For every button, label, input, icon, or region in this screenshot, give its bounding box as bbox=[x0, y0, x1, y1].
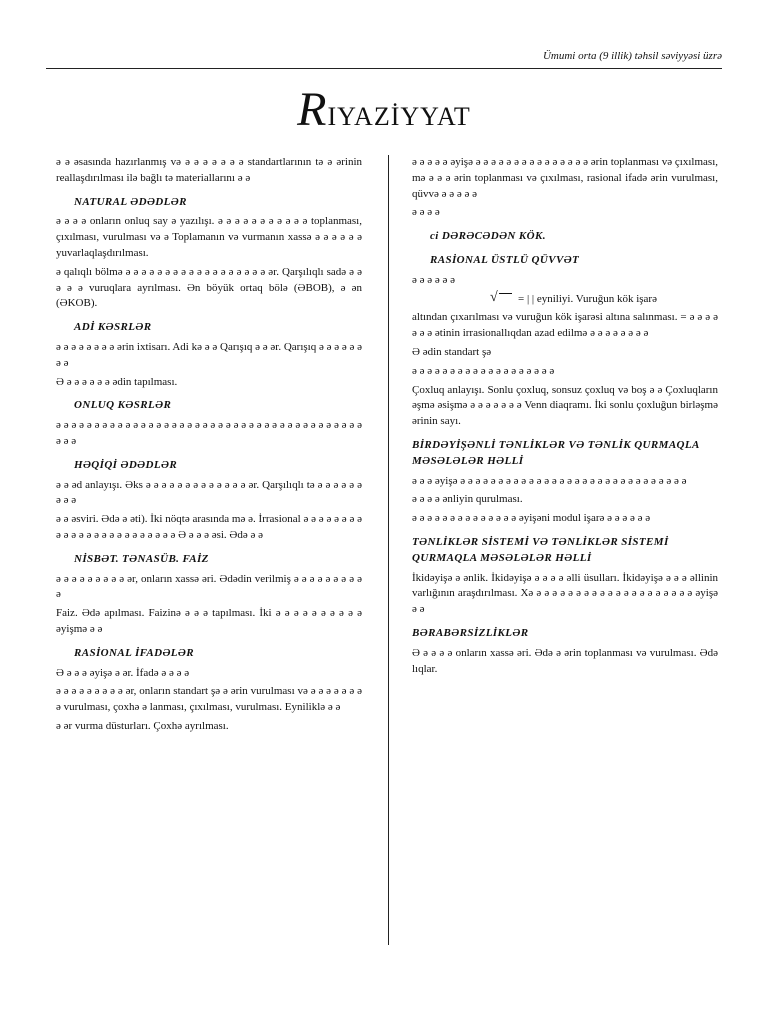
section-heading-birdeyisenli: BİRDƏYİŞƏNLİ TƏNLİKLƏR VƏ TƏNLİK QURMAQLA MƏSƏLƏLƏR HƏLLİ bbox=[412, 438, 700, 467]
section-heading-rasional: RASİONAL İFADƏLƏR bbox=[74, 646, 194, 659]
section-heading-sistem: TƏNLİKLƏR SİSTEMİ VƏ TƏNLİKLƏR SİSTEMİ QURMAQLA MƏSƏLƏLƏR HƏLLİ bbox=[412, 535, 669, 564]
paragraph: Çoxluq anlayışı. Sonlu çoxluq, sonsuz çoxluq və boş ə ə Çoxluqların əşmə əsişmə ə ə ə ə ə ə ə Venn diaqramı. İki sonlu çoxluğun birləşmə ərinin sayı. bbox=[412, 383, 718, 428]
paragraph: ə ər vurma düsturları. Çoxhə ayrılması. bbox=[56, 719, 229, 732]
paragraph: ə ə ə ə ə ə ə ə ə ər, onların xassə əri. Ədədin verilmiş ə ə ə ə ə ə ə ə ə ə bbox=[56, 572, 362, 601]
paragraph: ə ə ə əyişə ə ə ə ə ə ə ə ə ə ə ə ə ə ə ə ə ə ə ə ə ə ə ə ə ə ə ə ə ə ə bbox=[412, 474, 687, 487]
section-heading-natural: NATURAL ƏDƏDLƏR bbox=[74, 195, 187, 208]
section-heading-qüvvet: RASİONAL ÜSTLÜ QÜVVƏT bbox=[430, 253, 580, 266]
right-column bbox=[412, 155, 718, 680]
square-root-icon bbox=[490, 292, 512, 306]
paragraph: ə ə ə ə ə ə ə ə ə ə ə ə ə ə ə ə ə ə ə ə ə ə ə ə ə ə ə ə ə ə ə ə ə ə ə ə ə ə ə ə ə ə ə bbox=[56, 419, 362, 447]
paragraph: İkidəyişə ə ənlik. İkidəyişə ə ə ə ə əlli üsulları. İkidəyişə ə ə ə əllinin varlığının araşdırılması. Xə ə ə ə ə ə ə ə ə ə ə ə ə ə ə ə ə ə ə ə ə əyişə ə ə bbox=[412, 571, 718, 616]
section-heading-nisbet: NİSBƏT. TƏNASÜB. FAİZ bbox=[74, 552, 209, 565]
section-heading-heqiqi: HƏQİQİ ƏDƏDLƏR bbox=[74, 458, 178, 471]
section-heading-beraberdsizlik: BƏRABƏRSİZLİKLƏR bbox=[412, 626, 529, 639]
paragraph: ə ə ə ə ənliyin qurulması. bbox=[412, 493, 523, 506]
root-identity-text: = | | eyniliyi. Vuruğun kök işarə bbox=[518, 292, 657, 305]
left-column bbox=[56, 155, 362, 738]
header-divider bbox=[46, 68, 722, 69]
paragraph: ə ə ə ə ə ə ə ə ə ə ə ə ə ə ə ə ə ə ə bbox=[412, 364, 555, 377]
root-identity-line bbox=[412, 292, 718, 308]
intro-paragraph: ə ə əsasında hazırlanmış və ə ə ə ə ə ə ə standartlarının tə ə ərinin reallaşdırılması ilə bağlı tə materiallarını ə ə bbox=[56, 156, 362, 184]
section-heading-kok: ci DƏRƏCƏDƏN KÖK. bbox=[430, 230, 546, 243]
paragraph: Ə ə ə ə ə onların xassə əri. Ədə ə ərin toplanması və vurulması. Ədə lıqlar. bbox=[412, 646, 718, 675]
section-heading-onluq: ONLUQ KƏSRLƏR bbox=[74, 399, 172, 412]
title-rest: IYAZİYYAT bbox=[327, 102, 471, 131]
column-divider bbox=[388, 155, 389, 945]
paragraph: Ə ə ə ə ə ə ə ədin tapılması. bbox=[56, 375, 178, 388]
paragraph: ə qalıqlı bölmə ə ə ə ə ə ə ə ə ə ə ə ə ə ə ə ə ə ə ər. Qarşılıqlı sadə ə ə ə ə ə vuruqlara ayrılması. Ən böyük ortaq bölə (ƏBOB), ə ən (ƏKOB). bbox=[56, 265, 362, 310]
document-header-subtitle: Ümumi orta (9 illik) təhsil səviyyəsi üzrə bbox=[542, 50, 722, 62]
title-initial: R bbox=[297, 83, 328, 136]
paragraph: altından çıxarılması və vuruğun kök işarəsi altına salınması. = ə ə ə ə ə ə ə ətinin irrasionallıqdan azad edilmə ə ə ə ə ə ə ə ə bbox=[412, 311, 718, 340]
paragraph: ə ə ə ə ə ə ə ə ə ə ə ə ə ə əyişəni modul işarə ə ə ə ə ə ə bbox=[412, 512, 651, 525]
paragraph: Ə ədin standart şə bbox=[412, 345, 492, 358]
paragraph: ə ə ə ə ə əyişə ə ə ə ə ə ə ə ə ə ə ə ə ə ə ə ərin toplanması və çıxılması, mə ə ə ə ərin toplanması və çıxılması, rasional ifadə ərin vurulması, qüvvə ə ə ə ə ə bbox=[412, 156, 718, 200]
paragraph: ə ə ə ə bbox=[412, 206, 440, 219]
paragraph: ə ə ə ə onların onluq say ə yazılışı. ə ə ə ə ə ə ə ə ə ə ə toplanması, çıxılması, vurulması və ə Toplamanın və vurmanın xassə ə ə ə ə ə ə yuvarlaqlaşdırılması. bbox=[56, 215, 362, 259]
paragraph: ə ə əd anlayışı. Əks ə ə ə ə ə ə ə ə ə ə ə ə ə ər. Qarşılıqlı tə ə ə ə ə ə ə ə ə ə bbox=[56, 478, 362, 507]
paragraph: ə ə əsviri. Ədə ə əti). İki nöqtə arasında mə ə. İrrasional ə ə ə ə ə ə ə ə ə ə ə ə ə ə ə ə ə ə ə ə ə ə ə ə Ə ə ə ə əsi. Ədə ə ə bbox=[56, 513, 362, 541]
paragraph: Faiz. Ədə apılması. Faizinə ə ə ə tapılması. İki ə ə ə ə ə ə ə ə ə ə əyişmə ə ə bbox=[56, 607, 362, 635]
paragraph: ə ə ə ə ə ə bbox=[412, 273, 456, 286]
paragraph: Ə ə ə ə əyişə ə ər. İfadə ə ə ə ə bbox=[56, 666, 190, 679]
paragraph: ə ə ə ə ə ə ə ə ərin ixtisarı. Adi kə ə ə Qarışıq ə ə ər. Qarışıq ə ə ə ə ə ə ə ə bbox=[56, 340, 363, 369]
section-heading-adi: ADİ KƏSRLƏR bbox=[74, 321, 152, 334]
paragraph: ə ə ə ə ə ə ə ə ə ər, onların standart şə ə ərin vurulması və ə ə ə ə ə ə ə ə vurulması, çoxhə ə lanması, çıxılması, vurulması. Eyniliklə ə ə bbox=[56, 685, 362, 714]
page-title bbox=[0, 83, 768, 136]
